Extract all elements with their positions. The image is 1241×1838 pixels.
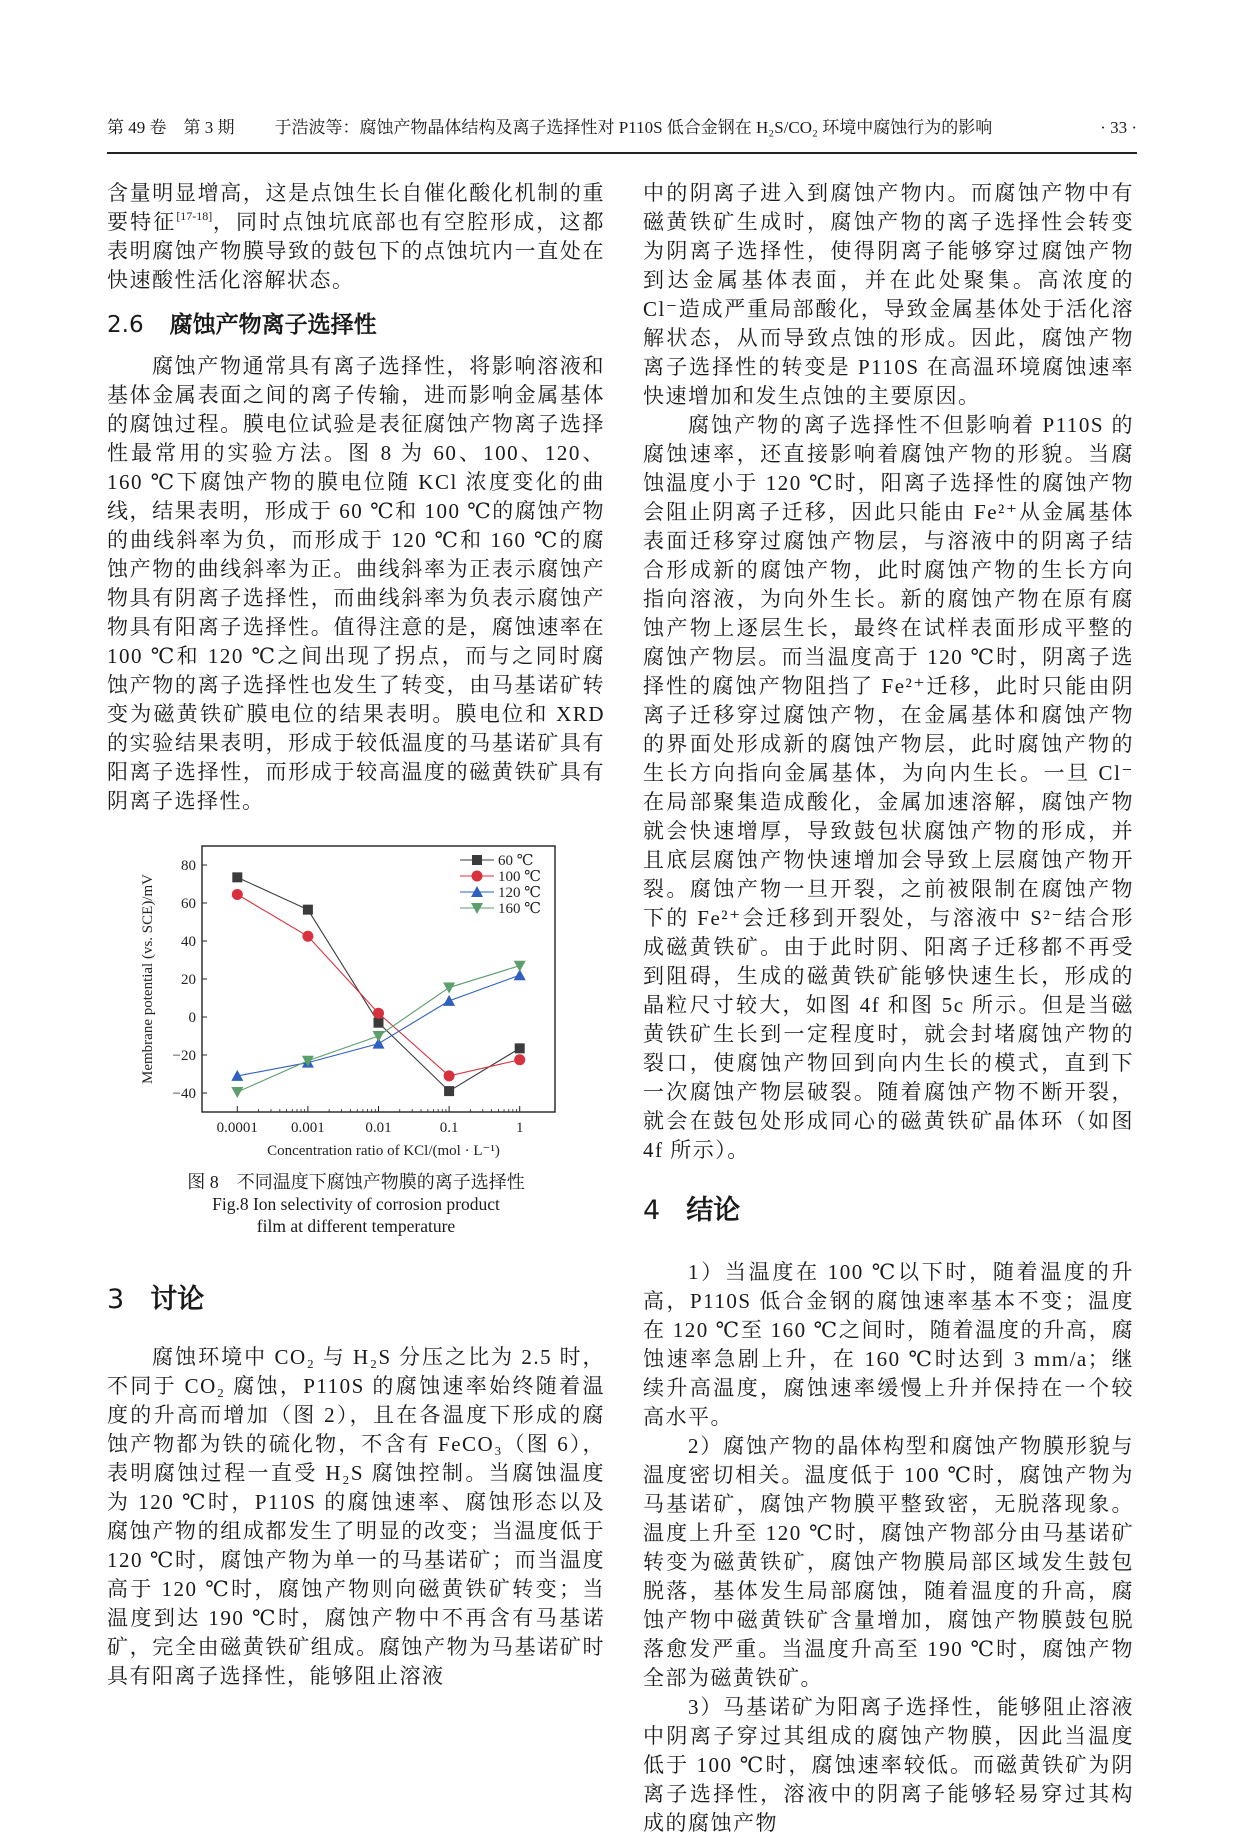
section-heading-2-6 <box>107 310 605 340</box>
y-tick-label: 40 <box>181 934 196 950</box>
header-rule <box>107 152 1137 154</box>
x-tick-label: 0.001 <box>291 1120 325 1136</box>
data-point <box>373 1008 384 1019</box>
series-line-3 <box>237 966 519 1092</box>
y-tick-label: 20 <box>181 972 196 988</box>
x-tick-label: 0.01 <box>365 1120 392 1136</box>
left-column <box>107 179 605 1691</box>
journal-issue: 第 49 卷 第 3 期 <box>107 118 235 137</box>
section-title: 讨论 <box>150 1284 205 1315</box>
legend-label: 120 ℃ <box>498 885 542 901</box>
data-point <box>514 1054 525 1065</box>
figure-caption-cn: 图 8 不同温度下腐蚀产物膜的离子选择性 <box>187 1172 525 1192</box>
right-column <box>643 179 1134 1838</box>
x-tick-label: 1 <box>515 1120 524 1136</box>
legend-marker <box>472 871 483 882</box>
series-line-1 <box>237 894 519 1075</box>
section-heading-4 <box>643 1194 1134 1228</box>
conclusion-item-1: 1）当温度在 100 ℃以下时，随着温度的升高，P110S 低合金钢的腐蚀速率基本不变；温度在 120 ℃至 160 ℃之间时，随着温度的升高，腐蚀速率急剧上升，在 160 ℃时达到 3 mm/a；继续升高温度，腐蚀速率缓慢上升并保持在一个较高水平。 <box>643 1260 1134 1429</box>
data-point <box>443 995 455 1006</box>
figure-caption-en-line1: Fig.8 Ion selectivity of corrosion product <box>212 1194 500 1214</box>
data-point <box>514 961 526 972</box>
data-point <box>232 889 243 900</box>
section-2-6-body <box>107 352 605 816</box>
section-title: 腐蚀产物离子选择性 <box>169 312 377 338</box>
y-tick-label: −20 <box>172 1048 196 1064</box>
paragraph: 腐蚀环境中 CO₂ 与 H₂S 分压之比为 2.5 时，不同于 CO₂ 腐蚀，P110S 的腐蚀速率始终随着温度的升高而增加（图 2），且在各温度下形成的腐蚀产物都为铁的硫化物，不含有 FeCO₃（图 6），表明腐蚀过程一直受 H₂S 腐蚀控制。当腐蚀温度为 120 ℃时，P110S 的腐蚀速率、腐蚀形态以及腐蚀产物的组成都发生了明显的改变；当温度低于 120 ℃时，腐蚀产物为单一的马基诺矿；而当温度高于 120 ℃时，腐蚀产物则向磁黄铁矿转变；当温度到达 190 ℃时，腐蚀产物中不再含有马基诺矿，完全由磁黄铁矿组成。腐蚀产物为马基诺矿时具有阳离子选择性，能够阻止溶液 <box>107 1345 605 1688</box>
data-point <box>231 1087 243 1098</box>
section-number: 4 <box>643 1195 661 1226</box>
legend-label: 60 ℃ <box>498 853 534 869</box>
figure-caption-en-line2: film at different temperature <box>256 1216 456 1236</box>
y-tick-label: 80 <box>181 858 196 874</box>
page-number: · 33 · <box>1100 118 1137 137</box>
x-tick-label: 0.1 <box>439 1120 459 1136</box>
paragraph: 中的阴离子进入到腐蚀产物内。而腐蚀产物中有磁黄铁矿生成时，腐蚀产物的离子选择性会转变为阴离子选择性，使得阴离子能够穿过腐蚀产物到达金属基体表面，并在此处聚集。高浓度的 Cl⁻造成严重局部酸化，导致金属基体处于活化溶解状态，从而导致点蚀的形成。因此，腐蚀产物离子选择性的转变是 P110S 在高温环境腐蚀速率快速增加和发生点蚀的主要原因。 <box>643 181 1134 408</box>
conclusion-item-2: 2）腐蚀产物的晶体构型和腐蚀产物膜形貌与温度密切相关。温度低于 100 ℃时，腐蚀产物为马基诺矿，腐蚀产物膜平整致密，无脱落现象。温度上升至 120 ℃时，腐蚀产物部分由马基诺矿转变为磁黄铁矿，腐蚀产物膜局部区域发生鼓包脱落，基体发生局部腐蚀，随着温度的升高，腐蚀产物中磁黄铁矿含量增加，腐蚀产物膜鼓包脱落愈发严重。当温度升高至 190 ℃时，腐蚀产物全部为磁黄铁矿。 <box>643 1434 1134 1690</box>
data-point <box>373 1031 385 1042</box>
data-point <box>443 983 455 994</box>
section-number: 2.6 <box>107 312 144 338</box>
conclusions-body <box>643 1258 1134 1838</box>
x-tick-label: 0.0001 <box>216 1120 258 1136</box>
legend-label: 100 ℃ <box>498 869 542 885</box>
legend-marker <box>472 855 482 865</box>
y-axis-label: Membrane potential (vs. SCE)/mV <box>140 874 156 1084</box>
data-point <box>515 1043 525 1053</box>
paragraph-text: 含量明显增高，这是点蚀生长自催化酸化机制的重要特征 <box>107 181 605 234</box>
paragraph: 腐蚀产物通常具有离子选择性，将影响溶液和基体金属表面之间的离子传输，进而影响金属基体的腐蚀过程。膜电位试验是表征腐蚀产物离子选择性最常用的实验方法。图 8 为 60、100、120、160 ℃下腐蚀产物的膜电位随 KCl 浓度变化的曲线，结果表明，形成于 60 ℃和 100 ℃的腐蚀产物的曲线斜率为负，而形成于 120 ℃和 160 ℃的腐蚀产物的曲线斜率为正。曲线斜率为正表示腐蚀产物具有阴离子选择性，而曲线斜率为负表示腐蚀产物具有阳离子选择性。值得注意的是，腐蚀速率在 100 ℃和 120 ℃之间出现了拐点，而与之同时腐蚀产物的离子选择性也发生了转变，由马基诺矿转变为磁黄铁矿膜电位的结果表明。膜电位和 XRD 的实验结果表明，形成于较低温度的马基诺矿具有阳离子选择性，而形成于较高温度的磁黄铁矿具有阴离子选择性。 <box>107 354 605 813</box>
figure-8-chart <box>130 829 570 1169</box>
y-tick-label: 60 <box>181 896 196 912</box>
data-point <box>374 1018 384 1028</box>
running-title: 于浩波等：腐蚀产物晶体结构及离子选择性对 P110S 低合金钢在 H₂S/CO₂ 环境中腐蚀行为的影响 <box>274 118 993 137</box>
data-point <box>444 1086 454 1096</box>
conclusion-item-3: 3）马基诺矿为阳离子选择性，能够阻止溶液中阴离子穿过其组成的腐蚀产物膜，因此当温度低于 100 ℃时，腐蚀速率较低。而磁黄铁矿为阴离子选择性，溶液中的阴离子能够轻易穿过其构成的腐蚀产物 <box>643 1695 1134 1835</box>
data-point <box>232 872 242 882</box>
data-point <box>303 905 313 915</box>
section-heading-3 <box>107 1283 605 1317</box>
data-point <box>444 1070 455 1081</box>
y-tick-label: −40 <box>172 1086 196 1102</box>
legend-label: 160 ℃ <box>498 901 542 917</box>
paragraph-continued <box>107 179 605 295</box>
section-3-body <box>107 1343 605 1691</box>
running-header <box>107 116 1137 140</box>
citation-ref[interactable]: [17-18] <box>176 209 213 223</box>
section-title: 结论 <box>686 1195 741 1226</box>
y-tick-label: 0 <box>188 1010 196 1026</box>
right-column-body <box>643 179 1134 1165</box>
paragraph-text: ，同时点蚀坑底部也有空腔形成，这都表明腐蚀产物膜导致的鼓包下的点蚀坑内一直处在快速酸性活化溶解状态。 <box>107 210 606 292</box>
data-point <box>302 931 313 942</box>
x-axis-label: Concentration ratio of KCl/(mol · L⁻¹) <box>267 1143 500 1159</box>
paragraph: 腐蚀产物的离子选择性不但影响着 P110S 的腐蚀速率，还直接影响着腐蚀产物的形貌。当腐蚀温度小于 120 ℃时，阳离子选择性的腐蚀产物会阻止阴离子迁移，因此只能由 Fe²⁺从金属基体表面迁移穿过腐蚀产物层，与溶液中的阴离子结合形成新的腐蚀产物，此时腐蚀产物的生长方向指向溶液，为向外生长。新的腐蚀产物在原有腐蚀产物上逐层生长，最终在试样表面形成平整的腐蚀产物层。而当温度高于 120 ℃时，阴离子选择性的腐蚀产物阻挡了 Fe²⁺迁移，此时只能由阴离子迁移穿过腐蚀产物，在金属基体和腐蚀产物的界面处形成新的腐蚀产物层，此时腐蚀产物的生长方向指向金属基体，为向内生长。一旦 Cl⁻在局部聚集造成酸化，金属加速溶解，腐蚀产物就会快速增厚，导致鼓包状腐蚀产物的形成，并且底层腐蚀产物快速增加会导致上层腐蚀产物开裂。腐蚀产物一旦开裂，之前被限制在腐蚀产物下的 Fe²⁺会迁移到开裂处，与溶液中 S²⁻结合形成磁黄铁矿。由于此时阴、阳离子迁移都不再受到阻碍，生成的磁黄铁矿能够快速生长，形成的晶粒尺寸较大，如图 4f 和图 5c 所示。但是当磁黄铁矿生长到一定程度时，就会封堵腐蚀产物的裂口，使腐蚀产物回到向内生长的模式，直到下一次腐蚀产物层破裂。随着腐蚀产物不断开裂，就会在鼓包处形成同心的磁黄铁矿晶体环（如图 4f 所示）。 <box>643 413 1134 1162</box>
section-number: 3 <box>107 1284 125 1315</box>
